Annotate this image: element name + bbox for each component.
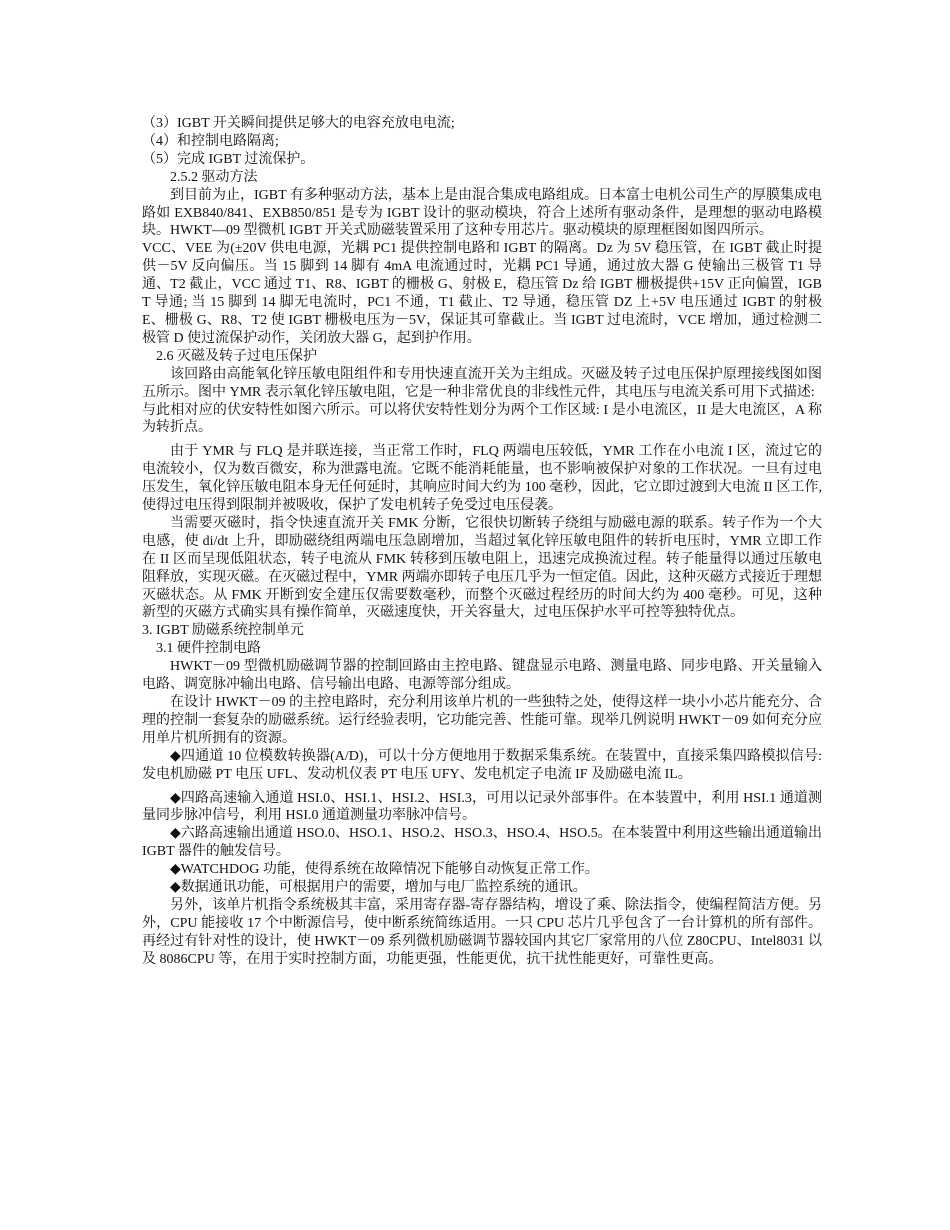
bullet-ad-converter: ◆四通道 10 位模数转换器(A/D)，可以十分方便地用于数据采集系统。在装置中，直接采集四路模拟信号: 发电机励磁 PT 电压 UFL、发动机仪表 PT 电压 UFY、发电机定子电流 IF 及励磁电流 IL。 [142, 748, 822, 782]
document-page [142, 115, 822, 969]
paragraph-varistor: 该回路由高能氧化锌压敏电阻组件和专用快速直流开关为主组成。灭磁及转子过电压保护原理接线图如图五所示。图中 YMR 表示氧化锌压敏电阻，它是一种非常优良的非线性元件，其电压与电流关系可用下式描述: [142, 366, 822, 400]
paragraph-instruction-set: 另外，该单片机指令系统极其丰富，采用寄存器-寄存器结构，增设了乘、除法指令，使编程简洁方便。另外，CPU 能接收 17 个中断源信号，使中断系统简练适用。一只 CPU 芯片几乎包含了一台计算机的所有部件。再经过有针对性的设计，使 HWKT－09 系列微机励磁调节器较国内其它厂家常用的八位 Z80CPU、Intel8031 以及 8086CPU 等，在用于实时控制方面，功能更强，性能更优，抗干扰性能更好，可靠性更高。 [142, 897, 822, 967]
paragraph-parallel-connection: 由于 YMR 与 FLQ 是并联连接，当正常工作时，FLQ 两端电压较低，YMR 工作在小电流 I 区，流过它的电流较小，仅为数百微安，称为泄露电流。它既不能消耗能量，也不影响被保护对象的工作状况。一旦有过电压发生，氧化锌压敏电阻本身无任何延时，其响应时间大约为 100 毫秒，因此，它立即过渡到大电流 II 区工作,使得过电压得到限制并被吸收，保护了发电机转子免受过电压侵袭。 [142, 444, 822, 514]
paragraph-control-loop: HWKT－09 型微机励磁调节器的控制回路由主控电路、键盘显示电路、测量电路、同步电路、开关量输入电路、调宽脉冲输出电路、信号输出电路、电源等部分组成。 [142, 659, 822, 693]
bullet-watchdog: ◆WATCHDOG 功能，使得系统在故障情况下能够自动恢复正常工作。 [170, 862, 599, 878]
section-heading-3-1: 3.1 硬件控制电路 [156, 641, 261, 657]
paragraph-vi-characteristic: 与此相对应的伏安特性如图六所示。可以将伏安特性划分为两个工作区域: I 是小电流区，II 是大电流区，A 称为转折点。 [142, 402, 822, 436]
list-item-3: （3）IGBT 开关瞬间提供足够大的电容充放电电流; [142, 116, 455, 131]
list-item-4: （4）和控制电路隔离; [142, 133, 279, 149]
paragraph-drive-circuit: VCC、VEE 为(±20V 供电电源，光耦 PC1 提供控制电路和 IGBT 的隔离。Dz 为 5V 稳压管，在 IGBT 截止时提供－5V 反向偏压。当 15 脚到 14 脚有 4mA 电流通过时，光耦 PC1 导通，通过放大器 G 使输出三极管 T1 导通、T2 截止，VCC 通过 T1、R8、IGBT 的栅极 G、射极 E，稳压管 Dz 给 IGBT 栅极提供+15V 正向偏置，IGBT 导通; 当 15 脚到 14 脚无电流时，PC1 不通，T1 截止、T2 导通，稳压管 DZ 上+5V 电压通过 IGBT 的射极 E、栅极 G、R8、T2 使 IGBT 栅极电压为－5V，保证其可靠截止。当 IGBT 过电流时，VCE 增加，通过检测二极管 D 使过流保护动作，关闭放大器 G，起到护作用。 [142, 241, 822, 346]
section-heading-3: 3. IGBT 励磁系统控制单元 [142, 623, 304, 639]
paragraph-drive-methods: 到目前为止，IGBT 有多种驱动方法，基本上是由混合集成电路组成。日本富士电机公司生产的厚膜集成电路如 EXB840/841、EXB850/851 是专为 IGBT 设计的驱动模块，符合上述所有驱动条件，是理想的驱动电路模块。HWKT—09 型微机 IGBT 开关式励磁装置采用了这种专用芯片。驱动模块的原理框图如图四所示。 [142, 187, 822, 239]
section-heading-2-5-2: 2.5.2 驱动方法 [170, 169, 258, 185]
bullet-communication: ◆数据通讯功能，可根据用户的需要，增加与电厂监控系统的通讯。 [170, 880, 587, 896]
paragraph-main-control: 在设计 HWKT－09 的主控电路时，充分利用该单片机的一些独特之处，使得这样一块小小芯片能充分、合理的控制一套复杂的励磁系统。运行经验表明，它功能完善、性能可靠。现举几例说明 HWKT－09 如何充分应用单片机所拥有的资源。 [142, 695, 822, 746]
bullet-hsi-channels: ◆四路高速输入通道 HSI.0、HSI.1、HSI.2、HSI.3，可用以记录外部事件。在本装置中，利用 HSI.1 通道测量同步脉冲信号，利用 HSI.0 通道测量功率脉冲信号。 [142, 790, 822, 824]
paragraph-de-excitation: 当需要灭磁时，指令快速直流开关 FMK 分断，它很快切断转子绕组与励磁电源的联系。转子作为一个大电感，使 di/dt 上升，即励磁绕组两端电压急剧增加，当超过氧化锌压敏电阻件的转折电压时，YMR 立即工作在 II 区而呈现低阻状态，转子电流从 FMK 转移到压敏电阻上，迅速完成换流过程。转子能量得以通过压敏电阻释放，实现灭磁。在灭磁过程中，YMR 两端亦即转子电压几乎为一恒定值。因此，这种灭磁方式接近于理想灭磁状态。从 FMK 开断到安全建压仅需要数毫秒，而整个灭磁过程经历的时间大约为 400 毫秒。可见，这种新型的灭磁方式确实具有操作简单，灭磁速度快，开关容量大，过电压保护水平可控等独特优点。 [142, 515, 822, 621]
bullet-hso-channels: ◆六路高速输出通道 HSO.0、HSO.1、HSO.2、HSO.3、HSO.4、HSO.5。在本装置中利用这些输出通道输出 IGBT 器件的触发信号。 [142, 826, 822, 860]
list-item-5: （5）完成 IGBT 过流保护。 [142, 151, 315, 167]
section-heading-2-6: 2.6 灭磁及转子过电压保护 [156, 348, 317, 364]
